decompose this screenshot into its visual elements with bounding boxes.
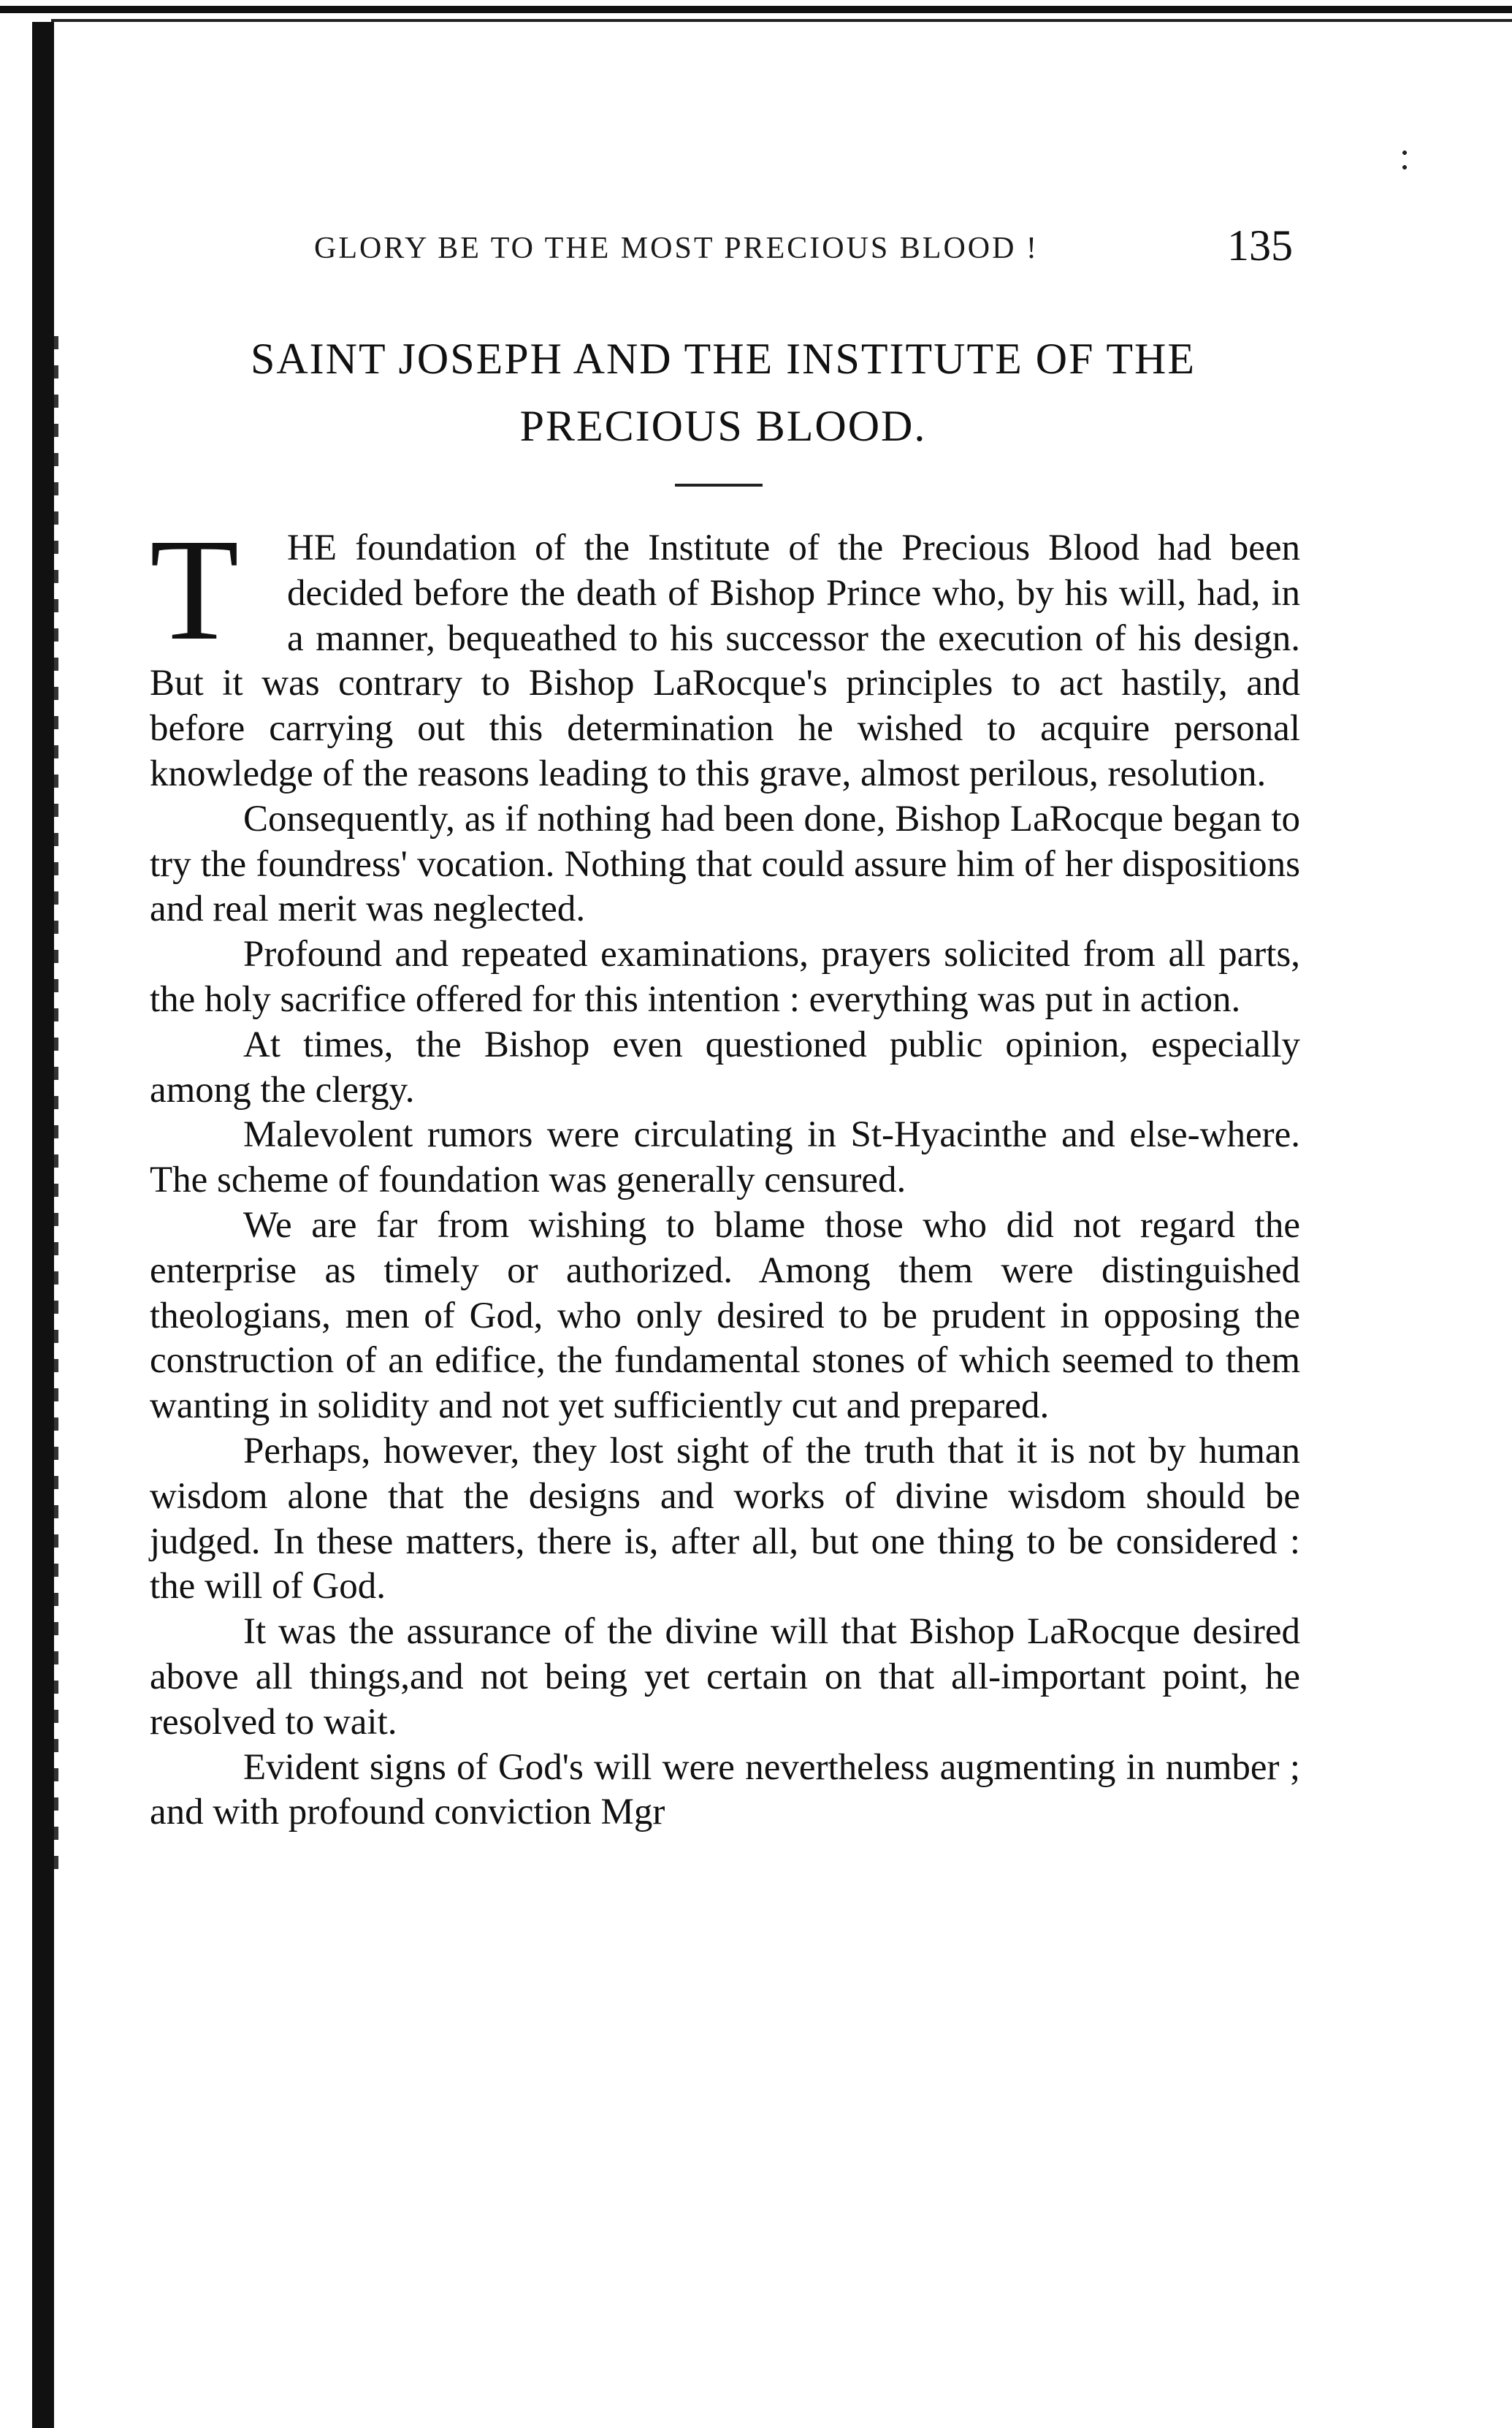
paragraph-5: Malevolent rumors were circulating in St-Hyacinthe and else-where. The scheme of foundation was generally censured. [150,1114,1300,1201]
paragraph-3: Profound and repeated examinations, prayers solicited from all parts, the holy sacrifice offered for this intention : everything was put in action. [150,934,1300,1020]
paragraph-4: At times, the Bishop even questioned public opinion, especially among the clergy. [150,1024,1300,1111]
scan-speck [1402,150,1407,170]
page-binding-shadow [54,336,58,1871]
paragraph-2: Consequently, as if nothing had been done, Bishop LaRocque began to try the foundress' vocation. Nothing that could assure him of her dispositions and real merit was neglected. [150,798,1300,930]
top-border-rule [0,6,1512,13]
running-head [314,219,1293,278]
title-divider [675,484,763,487]
drop-cap: T [150,509,240,671]
paragraph-1 [150,509,1300,797]
top-border-thin-rule [51,19,1512,22]
running-title: GLORY BE TO THE MOST PRECIOUS BLOOD ! [314,232,1039,265]
chapter-title: SAINT JOSEPH AND THE INSTITUTE OF THE PRECIOUS BLOOD. [250,335,1196,450]
body-text [150,509,1300,1835]
paragraph-9: Evident signs of God's will were nevertheless augmenting in number ; and with profound conviction Mgr [150,1746,1300,1833]
page-binding-edge [32,22,54,2428]
page-number: 135 [1227,221,1293,270]
paragraph-1-text: HE foundation of the Institute of the Precious Blood had been decided before the death of Bishop Prince who, by his will, had, in a manner, bequeathed to his successor the execution of his design. But it was contrary to Bishop LaRocque's principles to act hastily, and before carrying out this determination he wished to acquire personal knowledge of the reasons leading to this grave, almost perilous, resolution. [150,528,1300,794]
paragraph-7: Perhaps, however, they lost sight of the truth that it is not by human wisdom alone that the designs and works of divine wisdom should be judged. In these matters, there is, after all, but one thing to be considered : the will of God. [150,1430,1300,1607]
paragraph-6: We are far from wishing to blame those who did not regard the enterprise as timely or authorized. Among them were distinguished theologians, men of God, who only desired to be prudent in opposing the construction of an edifice, the fundamental stones of which seemed to them wanting in solidity and not yet sufficiently cut and prepared. [150,1204,1300,1427]
paragraph-8: It was the assurance of the divine will that Bishop LaRocque desired above all things,and not being yet certain on that all-important point, he resolved to wait. [150,1611,1300,1743]
